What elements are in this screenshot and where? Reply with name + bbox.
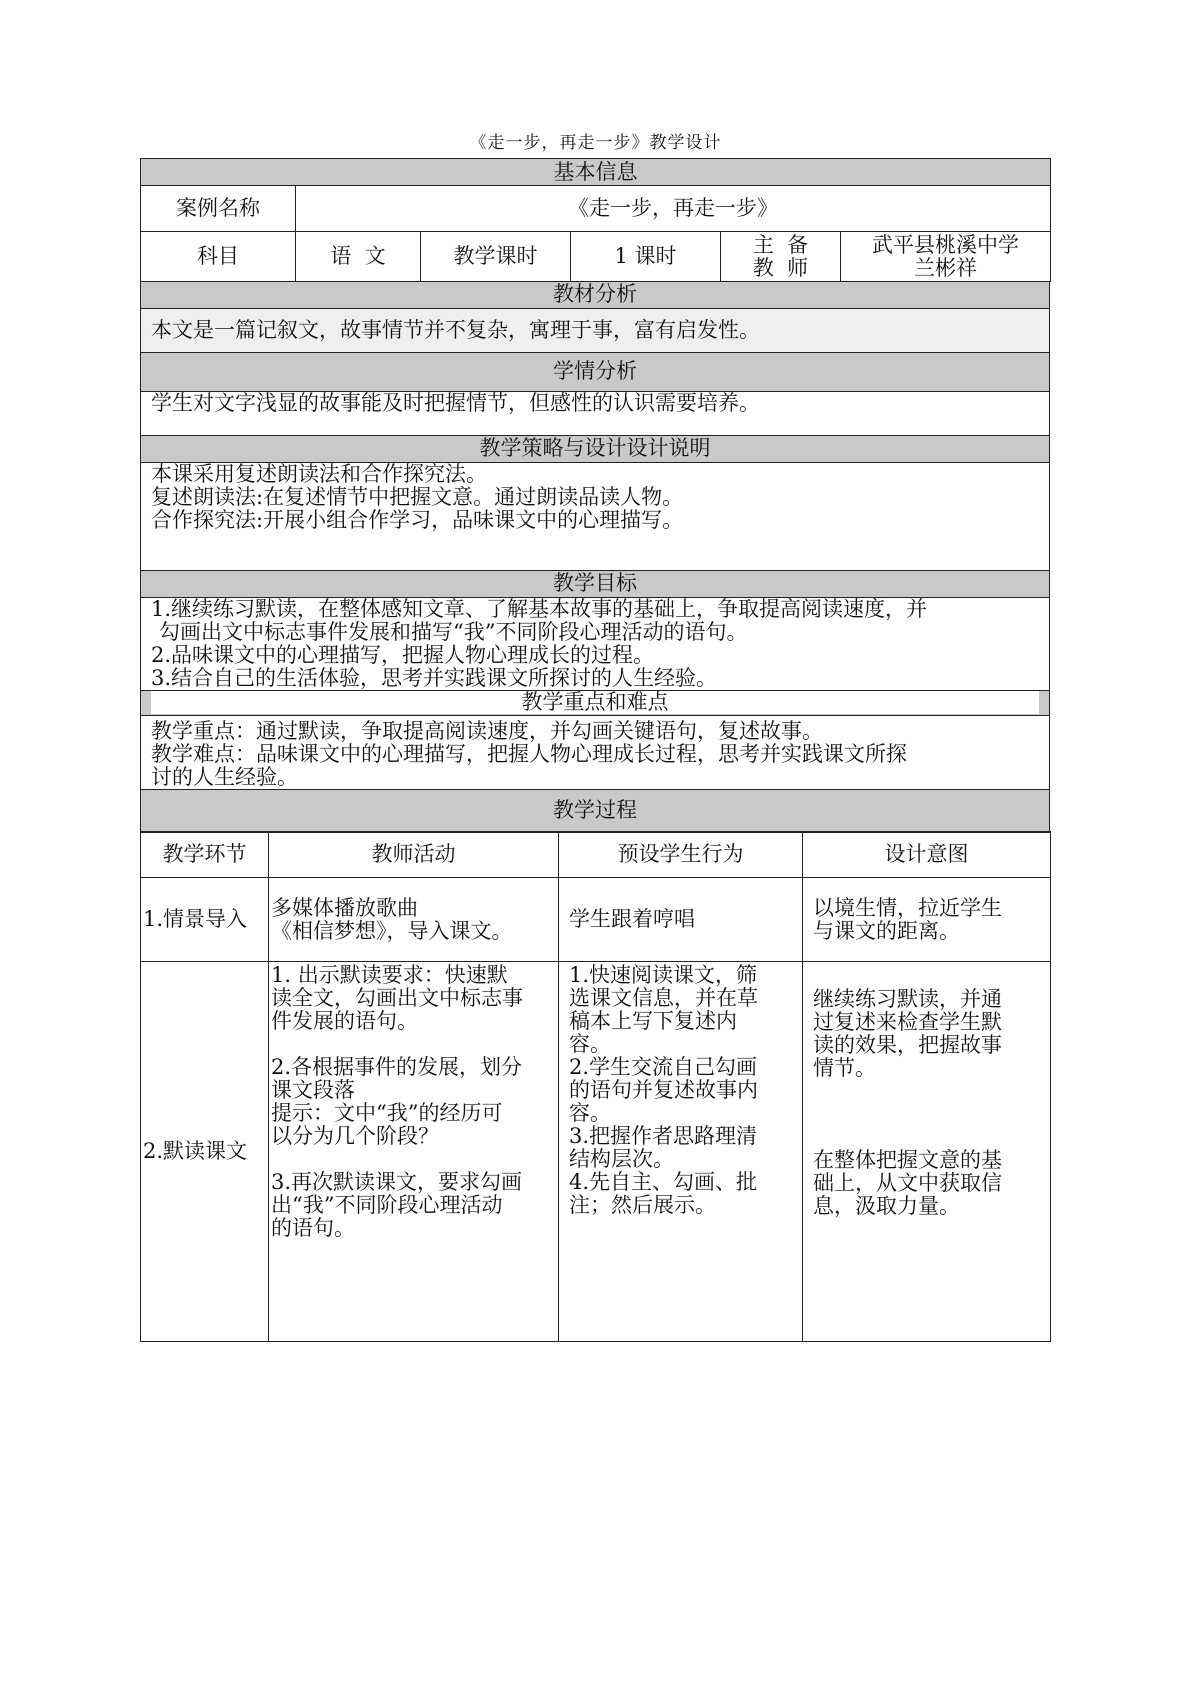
goal-line: 1.继续练习默读，在整体感知文章、了解基本故事的基础上，争取提高阅读速度，并 xyxy=(151,596,928,621)
spacer xyxy=(813,1080,1040,1103)
keypoints-text xyxy=(141,715,1050,789)
hours-label: 教学课时 xyxy=(421,232,571,282)
col-header-student: 预设学生行为 xyxy=(559,832,803,878)
row2-intent-line: 继续练习默读，并通 xyxy=(813,987,1002,1011)
row2-teacher-line: 出“我”不同阶段心理活动 xyxy=(271,1193,503,1217)
row2-teacher-line: 3.再次默读课文，要求勾画 xyxy=(271,1170,523,1194)
row2-student-line: 容。 xyxy=(569,1032,611,1056)
keypoint-line: 教学难点：品味课文中的心理描写，把握人物心理成长过程，思考并实践课文所探 xyxy=(151,741,907,766)
row2-student-line: 2.学生交流自己勾画 xyxy=(569,1055,758,1079)
goal-line: 3.结合自己的生活体验，思考并实践课文所探讨的人生经验。 xyxy=(151,665,718,690)
teacher-name: 兰彬祥 xyxy=(914,255,978,280)
process-table xyxy=(140,831,1051,1342)
row2-student-line: 的语句并复述故事内 xyxy=(569,1078,758,1102)
row2-teacher-line: 课文段落 xyxy=(271,1078,355,1102)
learner-analysis-text: 学生对文字浅显的故事能及时把握情节，但感性的认识需要培养。 xyxy=(141,391,1050,435)
row2-intent-line: 读的效果，把握故事 xyxy=(813,1033,1002,1057)
row1-student: 学生跟着哼唱 xyxy=(559,878,803,962)
row2-student-line: 4.先自主、勾画、批 xyxy=(569,1170,758,1194)
lead-teacher-label xyxy=(721,232,841,282)
keypoints-header-text: 教学重点和难点 xyxy=(151,691,1039,714)
subject-label: 科目 xyxy=(141,232,296,282)
strategy-line: 复述朗读法:在复述情节中把握文意。通过朗读品读人物。 xyxy=(151,484,684,509)
goal-line: 勾画出文中标志事件发展和描写“我”不同阶段心理活动的语句。 xyxy=(159,619,748,644)
row2-stage: 2.默读课文 xyxy=(141,962,269,1342)
strategy-line: 本课采用复述朗读法和合作探究法。 xyxy=(151,461,487,486)
row2-student-line: 容。 xyxy=(569,1101,611,1125)
row2-teacher-line: 2.各根据事件的发展，划分 xyxy=(271,1055,523,1079)
basic-info-table xyxy=(140,158,1051,282)
keypoint-line: 教学重点：通过默读，争取提高阅读速度，并勾画关键语句，复述故事。 xyxy=(151,718,823,743)
row1-teacher-line: 《相信梦想》，导入课文。 xyxy=(271,918,513,943)
strategy-line: 合作探究法:开展小组合作学习，品味课文中的心理描写。 xyxy=(151,507,684,532)
analysis-table xyxy=(140,281,1050,833)
row2-teacher-line: 读全文，勾画出文中标志事 xyxy=(271,986,523,1010)
row2-teacher-line: 提示：文中“我”的经历可 xyxy=(271,1101,503,1125)
col-header-intent: 设计意图 xyxy=(803,832,1051,878)
row2-intent-line: 础上，从文中获取信 xyxy=(813,1171,1002,1195)
hours-value: 1 课时 xyxy=(571,232,721,282)
row2-student-line: 3.把握作者思路理清 xyxy=(569,1124,758,1148)
row2-student-line: 稿本上写下复述内 xyxy=(569,1009,737,1033)
lead-teacher-value xyxy=(841,232,1051,282)
row2-teacher xyxy=(269,962,559,1342)
goals-text xyxy=(141,597,1050,690)
goals-header: 教学目标 xyxy=(141,570,1050,597)
row1-intent xyxy=(803,878,1051,962)
row2-intent-line: 息，汲取力量。 xyxy=(813,1194,960,1218)
lead-teacher-label-line2: 教 师 xyxy=(752,255,809,280)
row1-intent-line: 与课文的距离。 xyxy=(813,918,960,943)
row2-student-line: 选课文信息，并在草 xyxy=(569,986,758,1010)
row2-intent-line: 过复述来检查学生默 xyxy=(813,1010,1002,1034)
row2-student-line: 注；然后展示。 xyxy=(569,1193,716,1217)
teacher-school: 武平县桃溪中学 xyxy=(872,232,1020,257)
row2-intent-line: 在整体把握文意的基 xyxy=(813,1148,1002,1172)
learner-analysis-header: 学情分析 xyxy=(141,352,1050,391)
row1-intent-line: 以境生情，拉近学生 xyxy=(813,895,1002,920)
row2-student-line: 结构层次。 xyxy=(569,1147,674,1171)
row2-teacher-line: 1. 出示默读要求：快速默 xyxy=(271,963,508,987)
case-name-label: 案例名称 xyxy=(141,186,296,232)
material-analysis-header: 教材分析 xyxy=(141,281,1050,308)
goal-line: 2.品味课文中的心理描写，把握人物心理成长的过程。 xyxy=(151,642,655,667)
row1-teacher xyxy=(269,878,559,962)
spacer xyxy=(813,1103,1040,1126)
row1-teacher-line: 多媒体播放歌曲 xyxy=(271,895,418,920)
spacer xyxy=(271,1033,556,1056)
basic-info-header: 基本信息 xyxy=(141,159,1051,186)
document-title: 《走一步，再走一步》教学设计 xyxy=(469,133,722,153)
spacer xyxy=(813,1126,1040,1149)
row2-intent xyxy=(803,962,1051,1342)
col-header-teacher: 教师活动 xyxy=(269,832,559,878)
row2-teacher-line: 的语句。 xyxy=(271,1216,355,1240)
material-analysis-text: 本文是一篇记叙文，故事情节并不复杂，寓理于事，富有启发性。 xyxy=(141,308,1050,352)
spacer xyxy=(271,1148,556,1171)
row2-student-line: 1.快速阅读课文，筛 xyxy=(569,963,758,987)
case-name-value: 《走一步，再走一步》 xyxy=(296,186,1051,232)
row2-teacher-line: 以分为几个阶段？ xyxy=(271,1124,439,1148)
row2-intent-line: 情节。 xyxy=(813,1056,876,1080)
col-header-stage: 教学环节 xyxy=(141,832,269,878)
lead-teacher-label-line1: 主 备 xyxy=(752,232,809,257)
row1-stage: 1.情景导入 xyxy=(141,878,269,962)
row2-student xyxy=(559,962,803,1342)
lesson-plan-table xyxy=(140,158,1050,1342)
subject-value: 语 文 xyxy=(296,232,421,282)
process-header: 教学过程 xyxy=(141,789,1050,832)
strategy-header: 教学策略与设计设计说明 xyxy=(141,435,1050,462)
strategy-text xyxy=(141,462,1050,570)
keypoints-header xyxy=(141,690,1050,715)
keypoint-line: 讨的人生经验。 xyxy=(151,764,298,789)
row2-teacher-line: 件发展的语句。 xyxy=(271,1009,418,1033)
